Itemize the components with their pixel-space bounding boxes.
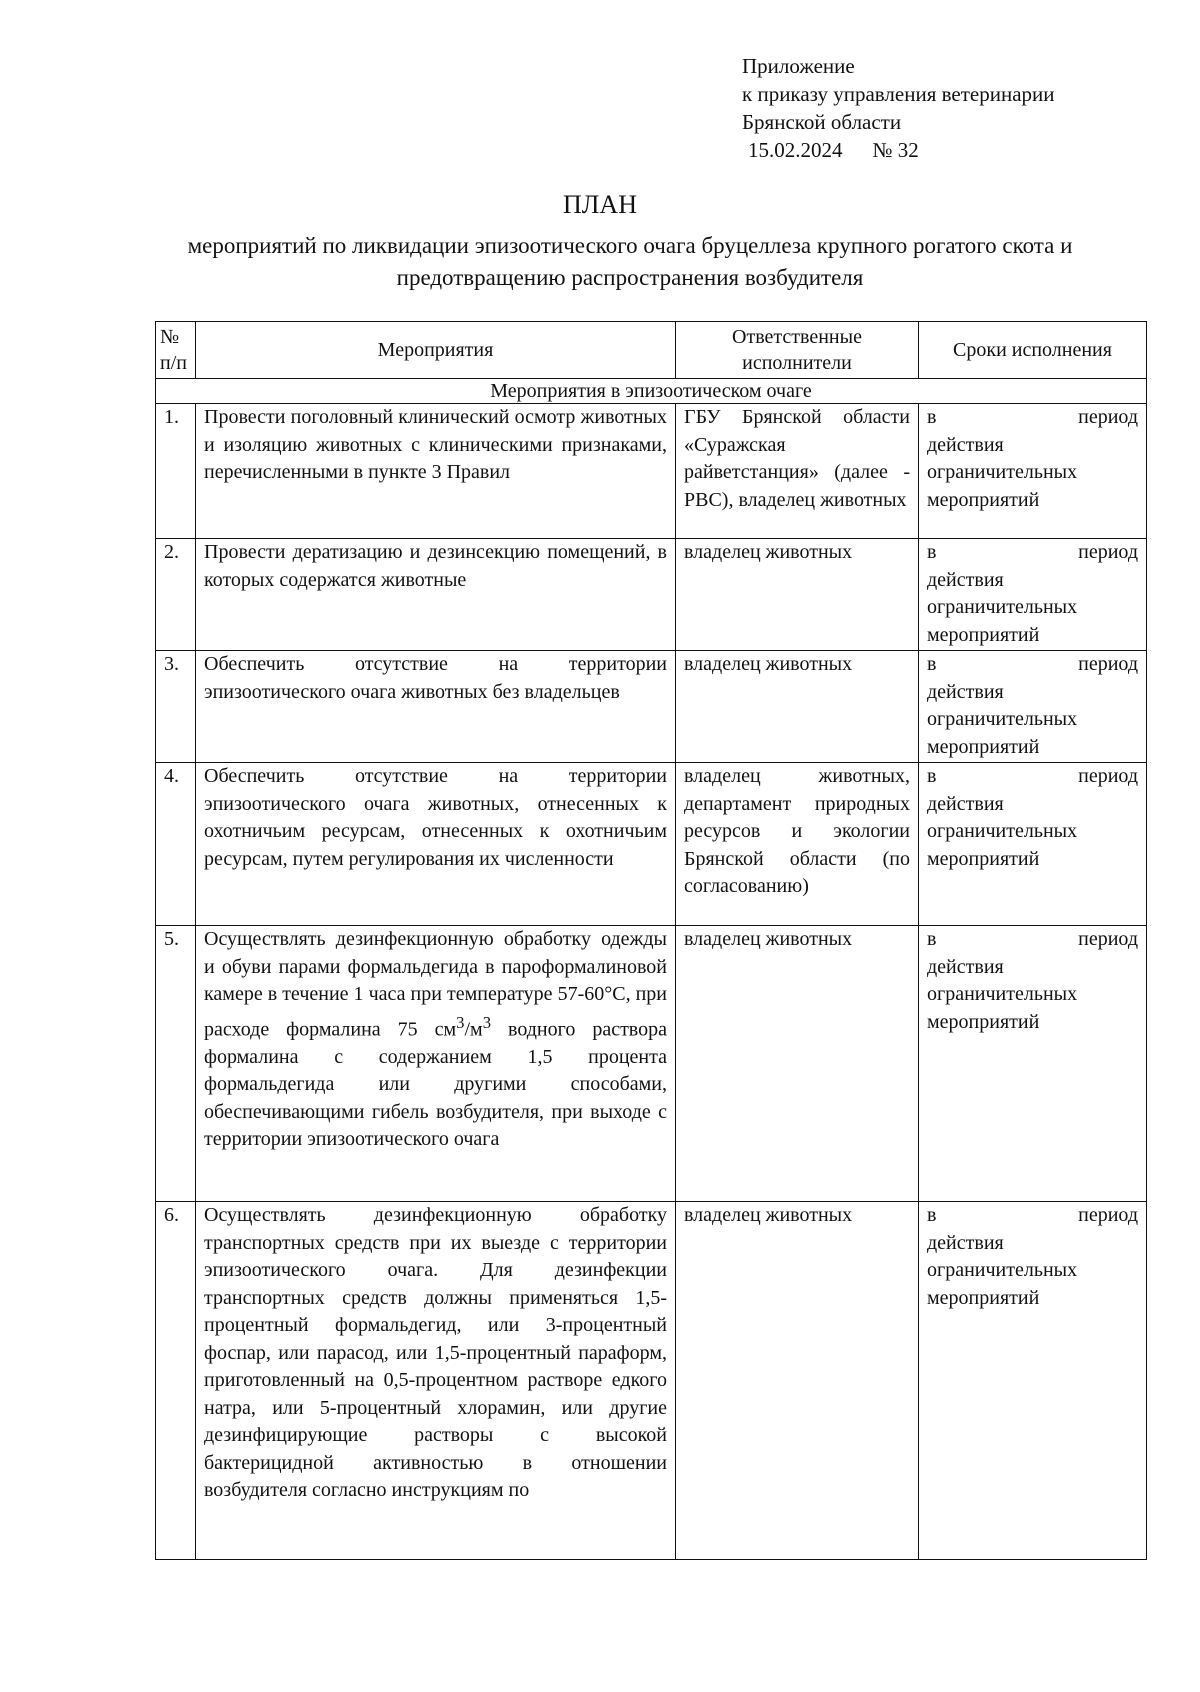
table-row <box>156 539 1147 651</box>
header-measures: Мероприятия <box>196 322 676 379</box>
row-term <box>919 1202 1147 1560</box>
section-row <box>156 379 1147 404</box>
appendix-line-2: к приказу управления ветеринарии <box>742 82 1055 106</box>
row-num: 4. <box>156 763 196 926</box>
row-term <box>919 926 1147 1202</box>
table-row <box>156 1202 1147 1560</box>
table-row <box>156 404 1147 539</box>
term-word-a: в <box>927 765 937 787</box>
appendix-date-line <box>742 136 1055 164</box>
term-rest: действия ограничительных мероприятий <box>927 433 1078 511</box>
row-measure <box>196 926 676 1202</box>
row-term <box>919 539 1147 651</box>
header-terms: Сроки исполнения <box>919 322 1147 379</box>
superscript: 3 <box>456 1012 465 1032</box>
row-term <box>919 651 1147 763</box>
term-rest: действия ограничительных мероприятий <box>927 1231 1078 1309</box>
measure-text-part: /м <box>464 1018 483 1041</box>
measure-text-part: Осуществлять дезинфекционную обработку одежды и обуви парами формальдегида в пароформалиновой камере в течение 1 часа при температуре 57-60°С, при расходе формалина 75 см <box>204 928 667 1041</box>
order-date: 15.02.2024 <box>748 138 843 162</box>
table-row <box>156 651 1147 763</box>
superscript: 3 <box>482 1012 492 1032</box>
row-responsible: владелец животных <box>676 539 919 651</box>
term-rest: действия ограничительных мероприятий <box>927 568 1078 646</box>
appendix-line-1: Приложение <box>742 54 855 78</box>
term-word-a: в <box>927 653 937 675</box>
order-number: № 32 <box>872 138 919 162</box>
term-word-b: период <box>1078 653 1138 675</box>
header-num: № п/п <box>156 322 196 379</box>
row-measure: Провести поголовный клинический осмотр животных и изоляцию животных с клиническими признаками, перечисленными в пункте 3 Правил <box>196 404 676 539</box>
row-num: 6. <box>156 1202 196 1560</box>
row-measure: Провести дератизацию и дезинсекцию помещений, в которых содержатся животные <box>196 539 676 651</box>
row-term <box>919 763 1147 926</box>
term-word-a: в <box>927 928 937 950</box>
document-subtitle: мероприятий по ликвидации эпизоотического очага бруцеллеза крупного рогатого скота и предотвращению распространения возбудителя <box>187 233 1073 290</box>
row-measure: Обеспечить отсутствие на территории эпизоотического очага животных без владельцев <box>196 651 676 763</box>
row-responsible: владелец животных <box>676 651 919 763</box>
row-responsible: ГБУ Брянской области «Суражская райветстанция» (далее - РВС), владелец животных <box>676 404 919 539</box>
plan-table <box>155 321 1147 1560</box>
row-num: 3. <box>156 651 196 763</box>
term-word-a: в <box>927 541 937 563</box>
term-word-b: период <box>1078 928 1138 950</box>
section-title: Мероприятия в эпизоотическом очаге <box>156 379 1147 404</box>
row-measure: Обеспечить отсутствие на территории эпизоотического очага животных, отнесенных к охотничьим ресурсам, отнесенных к охотничьим ресурсам, путем регулирования их численности <box>196 763 676 926</box>
term-rest: действия ограничительных мероприятий <box>927 955 1078 1033</box>
table-row <box>156 926 1147 1202</box>
term-word-b: период <box>1078 765 1138 787</box>
row-num: 1. <box>156 404 196 539</box>
header-responsible: Ответственные исполнители <box>676 322 919 379</box>
term-rest: действия ограничительных мероприятий <box>927 680 1078 758</box>
row-num: 5. <box>156 926 196 1202</box>
table-row <box>156 763 1147 926</box>
measure-text-part: водного раствора формалина с содержанием 1,5 процента формальдегида или другими способами, обеспечивающими гибель возбудителя, при выходе с территории эпизоотического очага <box>204 1018 667 1151</box>
term-word-b: период <box>1078 1204 1138 1226</box>
appendix-line-3: Брянской области <box>742 110 902 134</box>
row-responsible: владелец животных <box>676 1202 919 1560</box>
document-title: ПЛАН <box>563 190 637 219</box>
term-word-b: период <box>1078 541 1138 563</box>
term-rest: действия ограничительных мероприятий <box>927 792 1078 870</box>
row-responsible: владелец животных, департамент природных ресурсов и экологии Брянской области (по согласованию) <box>676 763 919 926</box>
row-responsible: владелец животных <box>676 926 919 1202</box>
appendix-block <box>742 52 1055 164</box>
row-measure: Осуществлять дезинфекционную обработку транспортных средств при их выезде с территории эпизоотического очага. Для дезинфекции транспортных средств должны применяться 1,5-процентный формальдегид, или 3-процентный фоспар, или парасод, или 1,5-процентный параформ, приготовленный на 0,5-процентном растворе едкого натра, или 5-процентный хлорамин, или другие дезинфицирующие растворы с высокой бактерицидной активностью в отношении возбудителя согласно инструкциям по <box>196 1202 676 1560</box>
row-num: 2. <box>156 539 196 651</box>
row-term <box>919 404 1147 539</box>
table-header-row <box>156 322 1147 379</box>
term-word-a: в <box>927 1204 937 1226</box>
term-word-b: период <box>1078 406 1138 428</box>
term-word-a: в <box>927 406 937 428</box>
